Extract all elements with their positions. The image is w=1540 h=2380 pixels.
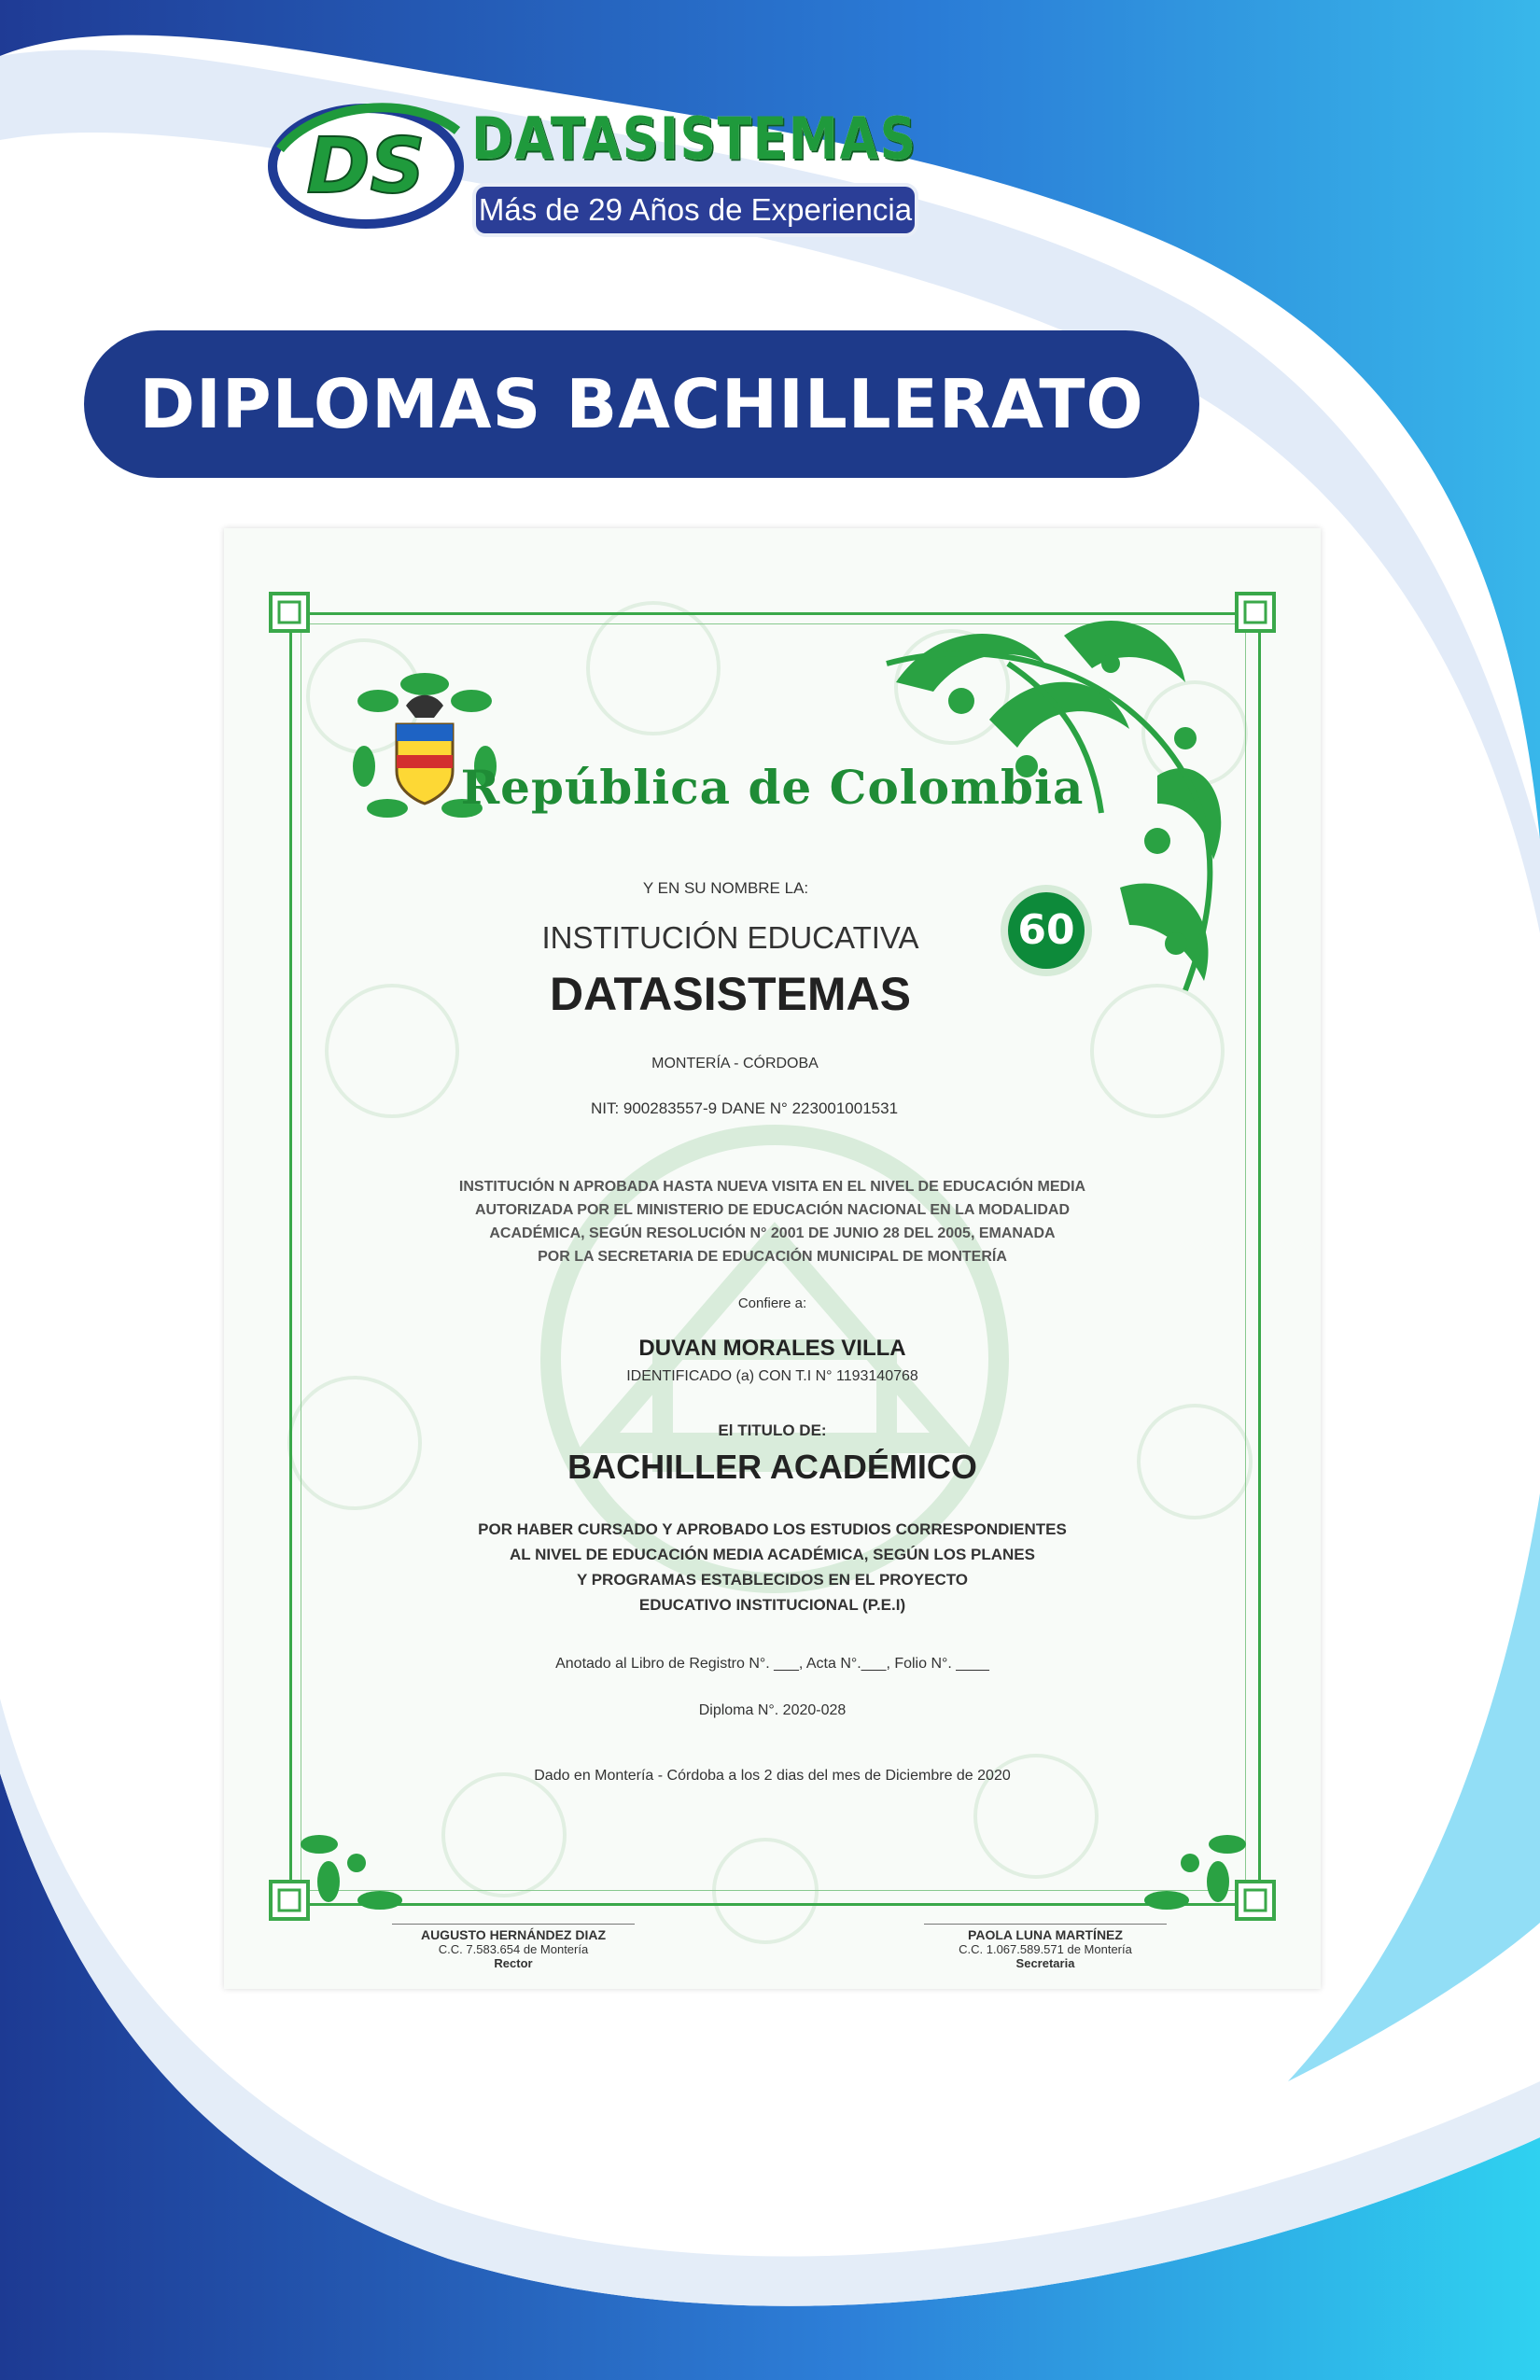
republic-heading: República de Colombia [460,760,1085,815]
page-title: DIPLOMAS BACHILLERATO [84,330,1199,478]
approval-line: AUTORIZADA POR EL MINISTERIO DE EDUCACIÓN NACIONAL EN LA MODALIDAD [474,1202,1071,1218]
ds-logo-icon [261,84,476,243]
registry-text: Anotado al Libro de Registro N°. ___, Acta N°.___, Folio N°. ____ [555,1656,989,1672]
degree-title: BACHILLER ACADÉMICO [567,1448,977,1486]
reason-line: POR HABER CURSADO Y APROBADO LOS ESTUDIOS CORRESPONDIENTES [478,1520,1067,1538]
institution-ids: NIT: 900283557-9 DANE N° 223001001531 [590,1099,899,1117]
diploma-number: Diploma N°. 2020-028 [698,1702,847,1718]
given-text: Dado en Montería - Córdoba a los 2 dias del mes de Diciembre de 2020 [534,1768,1011,1784]
location-text: MONTERÍA - CÓRDOBA [651,1056,819,1071]
brand-name: DATASISTEMAS [471,105,917,173]
title-label: El TITULO DE: [718,1421,827,1439]
confers-text: Confiere a: [737,1295,807,1311]
student-name: DUVAN MORALES VILLA [638,1336,906,1361]
institution-type: INSTITUCIÓN EDUCATIVA [541,920,919,955]
signature-block-rector [392,1924,635,1970]
ds-monogram: DS [306,122,426,211]
floral-ornament-bottom-right-icon [1115,1816,1255,1919]
brand-logo [261,84,952,252]
anniversary-badge: 60 [1008,892,1085,969]
signatory-id: C.C. 1.067.589.571 de Montería [959,1942,1132,1956]
signatory-role: Secretaria [1015,1956,1075,1970]
floral-ornament-bottom-left-icon [291,1816,431,1919]
reason-line: Y PROGRAMAS ESTABLECIDOS EN EL PROYECTO [576,1571,969,1589]
signatory-role: Rector [494,1956,533,1970]
approval-line: ACADÉMICA, SEGÚN RESOLUCIÓN N° 2001 DE JUNIO 28 DEL 2005, EMANADA [489,1225,1056,1241]
student-id: IDENTIFICADO (a) CON T.I N° 1193140768 [626,1368,918,1384]
reason-line: AL NIVEL DE EDUCACIÓN MEDIA ACADÉMICA, SEGÚN LOS PLANES [510,1546,1035,1563]
signature-block-secretary [924,1924,1167,1970]
signatory-id: C.C. 7.583.654 de Montería [438,1942,589,1956]
in-name-text: Y EN SU NOMBRE LA: [642,879,809,897]
approval-line: INSTITUCIÓN N APROBADA HASTA NUEVA VISITA EN EL NIVEL DE EDUCACIÓN MEDIA [458,1179,1086,1195]
signatory-name: PAOLA LUNA MARTÍNEZ [924,1924,1167,1942]
corner-ornament-top-left [268,591,311,634]
approval-line: POR LA SECRETARIA DE EDUCACIÓN MUNICIPAL DE MONTERÍA [538,1249,1007,1265]
reason-line: EDUCATIVO INSTITUCIONAL (P.E.I) [638,1596,906,1614]
signatory-name: AUGUSTO HERNÁNDEZ DIAZ [392,1924,635,1942]
brand-tagline: Más de 29 Años de Experiencia [476,187,915,233]
institution-name: DATASISTEMAS [549,968,912,1020]
diploma-sample [224,528,1321,1989]
